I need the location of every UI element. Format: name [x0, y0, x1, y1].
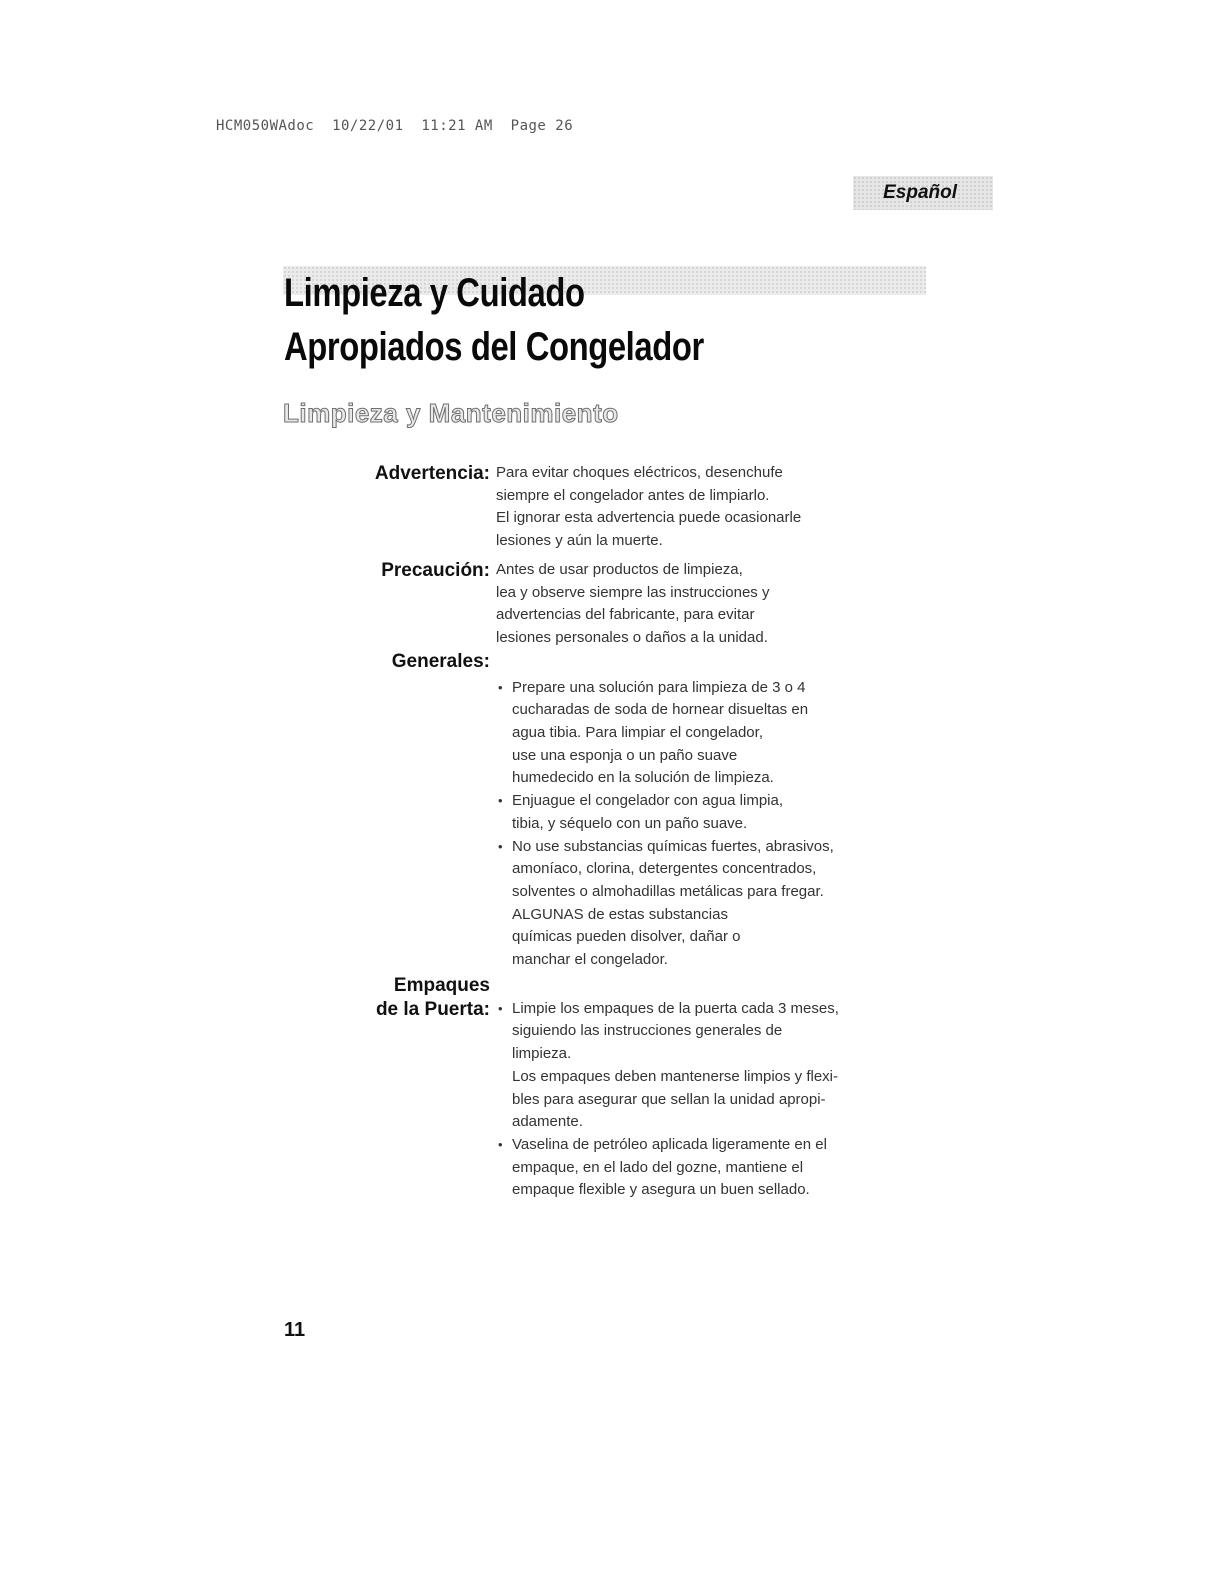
text-line: siempre el congelador antes de limpiarlo.: [496, 486, 770, 504]
generales-section: [280, 677, 920, 972]
text-line: adamente.: [512, 1113, 583, 1131]
list-item: [496, 998, 920, 1134]
generales-list: [496, 677, 920, 972]
text-line: limpieza.: [512, 1045, 572, 1063]
advertencia-text: [490, 462, 920, 553]
advertencia-section: [280, 462, 920, 553]
page-title-line-2: Apropiados del Congelador: [284, 325, 704, 369]
page-number: 11: [284, 1319, 306, 1341]
text-line: Para evitar choques eléctricos, desenchufe: [496, 464, 783, 481]
empaques-label: [280, 974, 490, 1202]
section-subtitle: Limpieza y Mantenimiento: [283, 398, 619, 428]
advertencia-label: Advertencia:: [374, 463, 490, 484]
text-line: Los empaques deben mantenerse limpios y flexi-: [512, 1067, 839, 1085]
text-line: El ignorar esta advertencia puede ocasionarle: [496, 509, 802, 527]
text-line: • No use substancias químicas fuertes, abrasivos,: [512, 837, 834, 855]
precaucion-label: Precaución:: [381, 559, 490, 581]
text-line: bles para asegurar que sellan la unidad apropi-: [512, 1090, 826, 1108]
language-tab: [853, 176, 993, 210]
text-line: humedecido en la solución de limpieza.: [512, 769, 774, 787]
empaques-list: [496, 998, 920, 1202]
page-title-line-1: Limpieza y Cuidado: [284, 271, 585, 315]
precaucion-section: [280, 559, 920, 650]
text-line: empaque flexible y asegura un buen sellado.: [512, 1181, 810, 1199]
text-line: lesiones y aún la muerte.: [496, 532, 663, 550]
text-line: lesiones personales o daños a la unidad.: [496, 628, 768, 646]
text-line: • Vaselina de petróleo aplicada ligeramente en el: [512, 1135, 827, 1153]
text-line: advertencias del fabricante, para evitar: [496, 606, 755, 624]
text-line: • Prepare una solución para limpieza de 3 o 4: [512, 678, 806, 696]
text-line: tibia, y séquelo con un paño suave.: [512, 814, 748, 832]
text-line: amoníaco, clorina, detergentes concentrados,: [512, 860, 817, 878]
list-item: [496, 836, 920, 972]
text-line: químicas pueden disolver, dañar o: [512, 928, 741, 946]
page-title: [284, 266, 704, 374]
language-tab-label: Español: [883, 182, 957, 203]
empaques-label-line-2: de la Puerta:: [375, 998, 490, 1020]
text-line: • Limpie los empaques de la puerta cada 3 meses,: [512, 999, 839, 1017]
text-line: solventes o almohadillas metálicas para fregar.: [512, 882, 824, 900]
document-content: [280, 462, 920, 1202]
text-line: siguiendo las instrucciones generales de: [512, 1022, 783, 1040]
generales-heading-row: [280, 650, 920, 674]
empaques-section: [280, 974, 920, 1202]
file-info-header: HCM050WAdoc 10/22/01 11:21 AM Page 26: [216, 118, 574, 134]
text-line: lea y observe siempre las instrucciones y: [496, 583, 770, 601]
list-item: [496, 1134, 920, 1202]
empaques-label-line-1: Empaques: [393, 974, 490, 996]
text-line: • Enjuague el congelador con agua limpia,: [512, 792, 784, 810]
list-item: [496, 790, 920, 835]
text-line: agua tibia. Para limpiar el congelador,: [512, 724, 763, 742]
text-line: use una esponja o un paño suave: [512, 746, 738, 764]
text-line: cucharadas de soda de hornear disueltas en: [512, 701, 809, 719]
text-line: manchar el congelador.: [512, 951, 668, 969]
list-item: [496, 677, 920, 791]
generales-label: Generales:: [391, 650, 490, 672]
text-line: Antes de usar productos de limpieza,: [496, 560, 743, 578]
text-line: ALGUNAS de estas substancias: [512, 905, 728, 923]
precaucion-text: [490, 559, 920, 650]
text-line: empaque, en el lado del gozne, mantiene el: [512, 1158, 804, 1176]
